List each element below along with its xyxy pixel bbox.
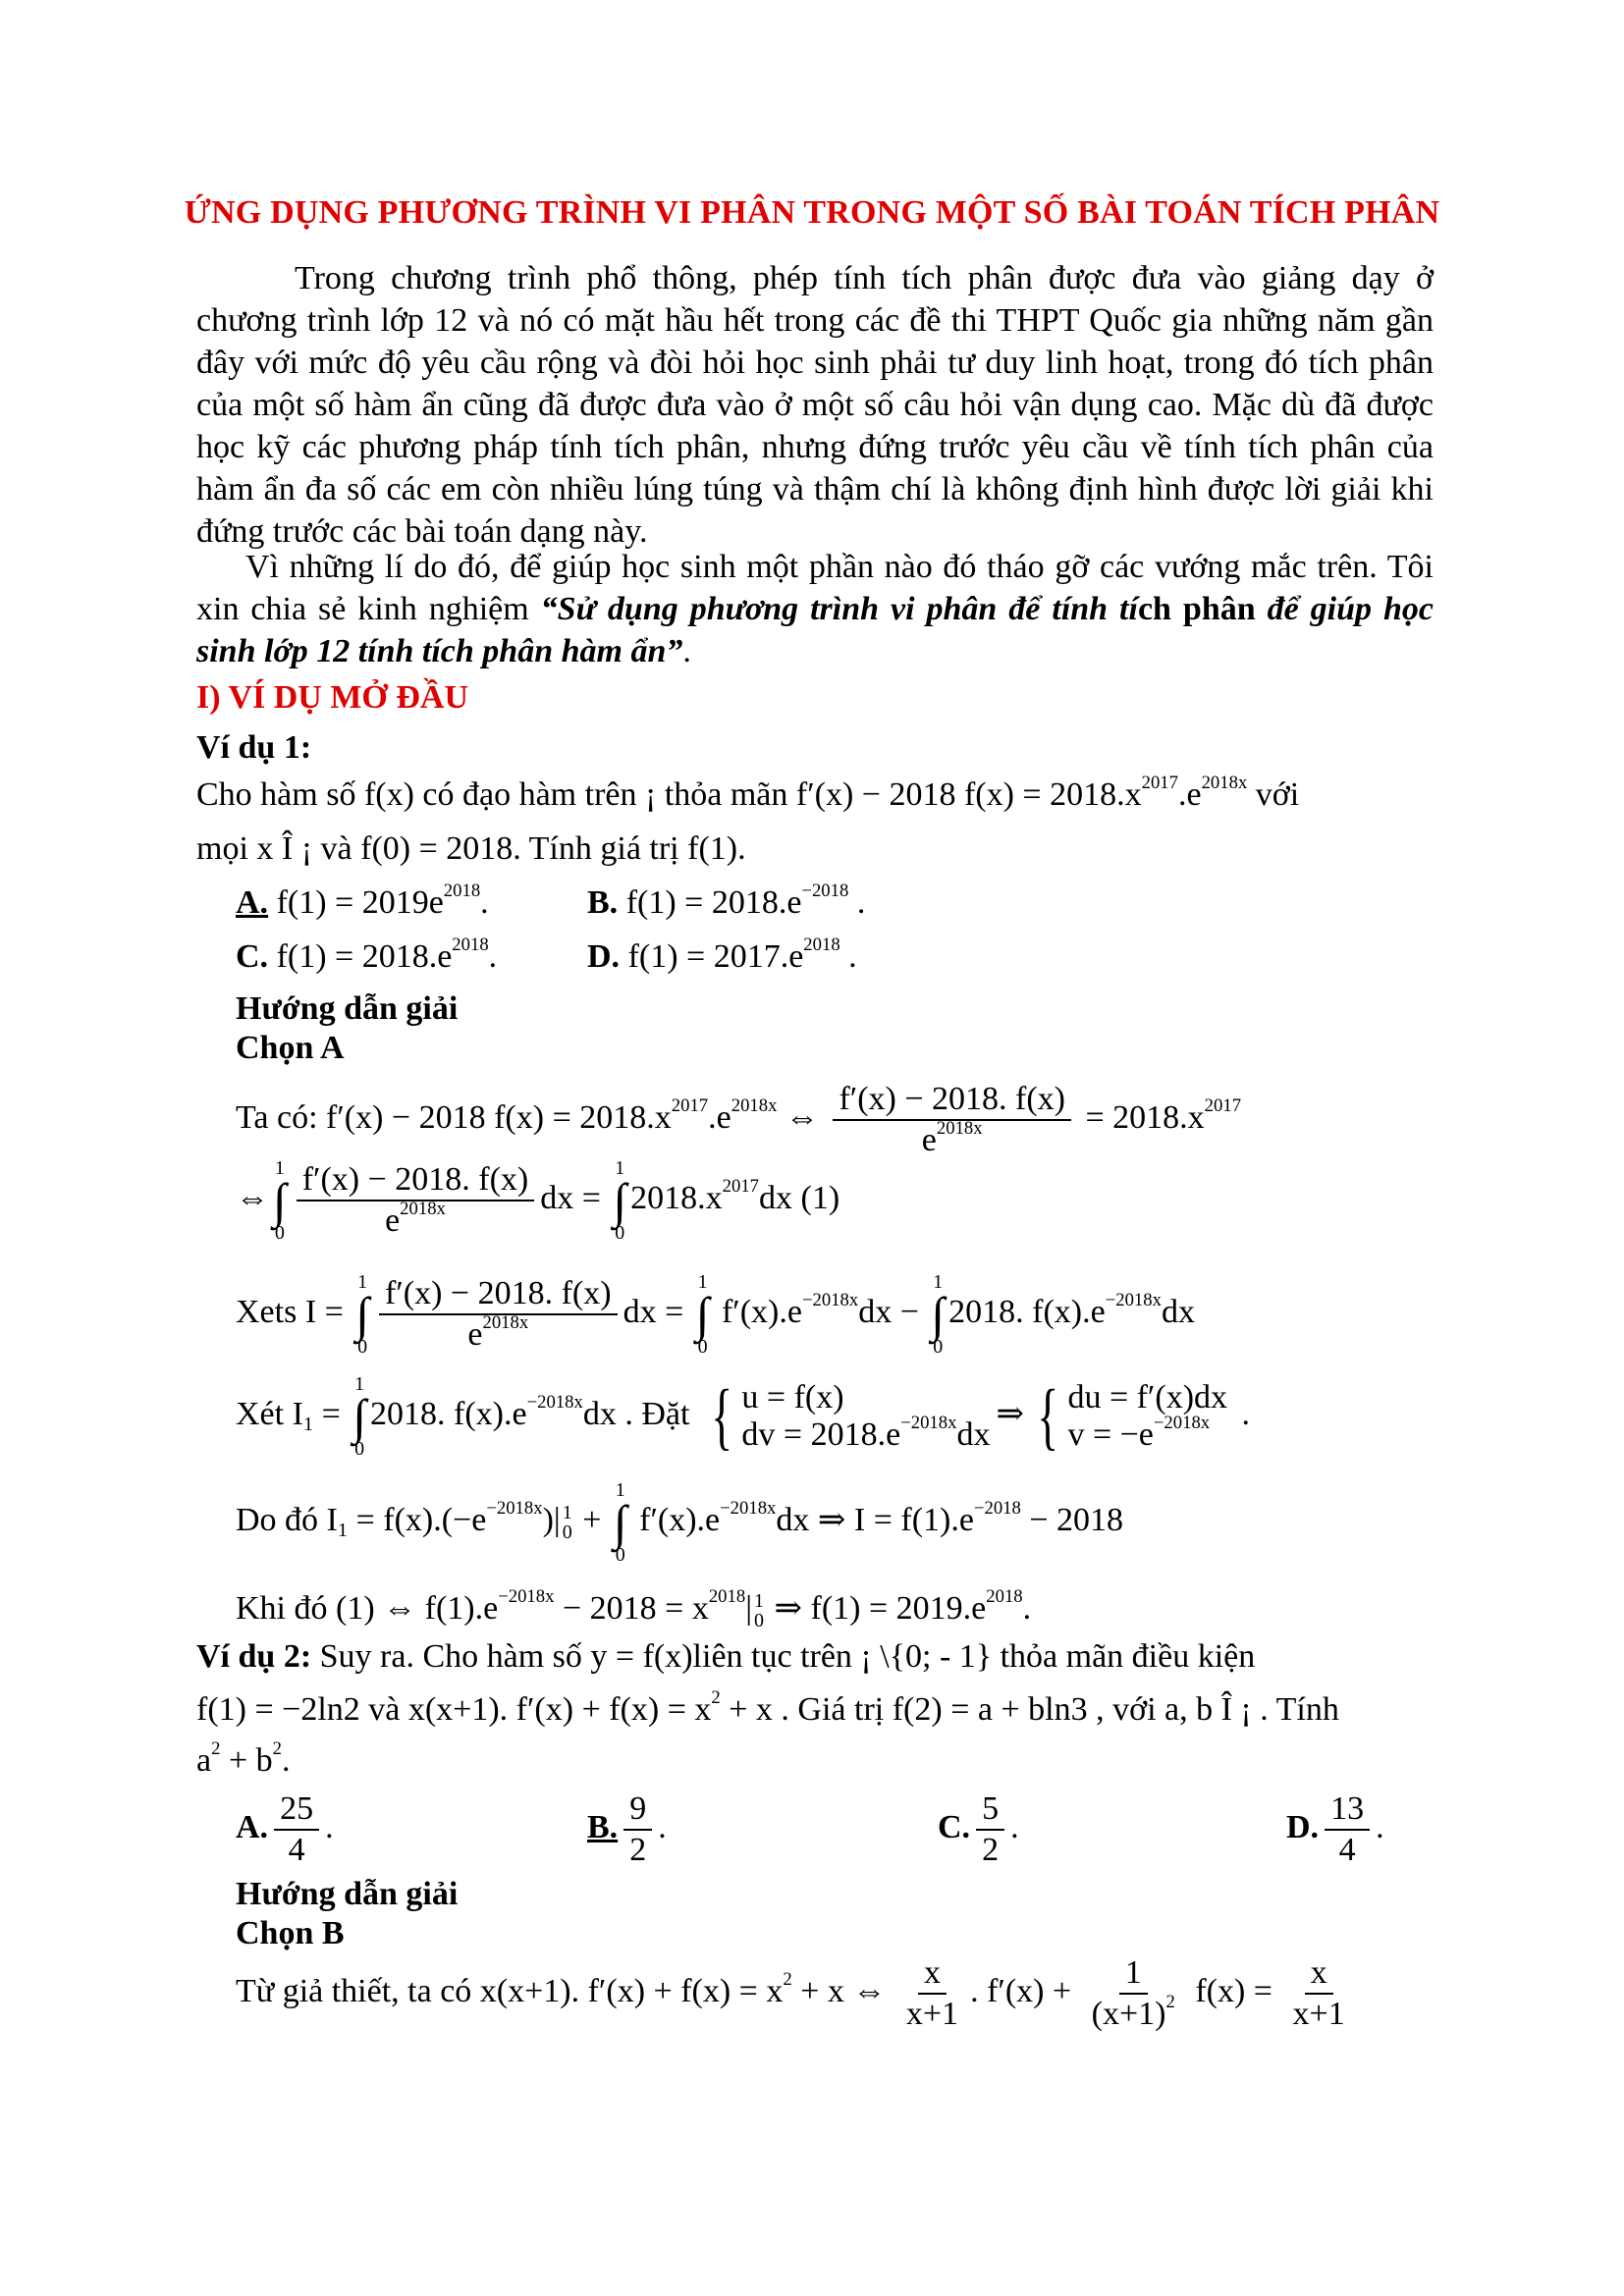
ex1-s6-exp-b: 2018 xyxy=(708,1586,746,1608)
ex1-option-a-label: A. xyxy=(236,884,269,921)
ex1-option-a-exp: 2018 xyxy=(443,881,481,902)
ex1-s4-end: . xyxy=(1233,1395,1251,1432)
ex1-s1-denominator xyxy=(916,1118,989,1160)
ex1-s2-numerator: f′(x) − 2018. f(x) xyxy=(297,1160,535,1201)
ex1-s4-system-1: { u = f(x) dv = $2018.e^{-2018x}dx$ xyxy=(711,1375,991,1458)
ex1-s6-exp-a: −2018x xyxy=(498,1586,555,1608)
ex2-q2-exp: 2 xyxy=(711,1687,721,1709)
ex2-option-c-den: 2 xyxy=(982,1832,1000,1869)
ex1-q1-exp2: 2018x xyxy=(1201,773,1248,794)
ex1-solution-step-3 xyxy=(236,1272,1195,1357)
example-2-question-line-3 xyxy=(196,1738,291,1781)
integral-lower-limit: 0 xyxy=(933,1336,944,1358)
ex1-s5-d: + xyxy=(573,1501,610,1538)
ex1-s3-den-exp: 2018x xyxy=(482,1312,529,1334)
ex1-s3-numerator: f′(x) − 2018. f(x) xyxy=(379,1274,618,1315)
ex1-q1-mid: .e xyxy=(1177,776,1202,813)
example-2-label: Ví dụ 2: xyxy=(196,1638,312,1675)
ex1-option-b-label: B. xyxy=(587,884,619,921)
ex1-option-d-text: f(1) = 2017.e xyxy=(620,938,804,975)
ex2-option-d xyxy=(1286,1789,1384,1870)
ex1-option-a: A. $f(1) = 2019e^{2018}$. xyxy=(236,881,489,921)
ex1-s2-den-exp: 2018x xyxy=(400,1199,446,1220)
ex1-s4-c: 2018. f(x).e xyxy=(370,1395,527,1432)
ex1-s4-d: dx . Đặt xyxy=(582,1395,698,1432)
ex1-s1-a: Ta có: f′(x) − 2018 f(x) = 2018.x xyxy=(236,1098,672,1136)
ex2-option-c-num: 5 xyxy=(976,1789,1004,1831)
integral-upper-limit: 1 xyxy=(274,1157,285,1179)
ex1-s5-c: )| xyxy=(542,1501,561,1538)
ex1-s4-a: Xét I xyxy=(236,1395,303,1432)
ex2-option-a-den: 4 xyxy=(288,1832,305,1869)
integral-sign: 1 ∫ 0 xyxy=(695,1271,710,1358)
ex1-q1-end: với xyxy=(1247,776,1300,813)
ex2-s1-den-2 xyxy=(1086,1992,1181,2034)
ex2-s1-c: . f′(x) + xyxy=(970,1972,1080,2009)
ex1-s4-row-2-a: dv = 2018.e xyxy=(741,1416,901,1453)
ex2-option-d-num: 13 xyxy=(1325,1789,1370,1831)
ex2-option-a-fraction xyxy=(274,1789,319,1870)
example-1-question-line-2: mọi x Î ¡ và f(0) = 2018. Tính giá trị f(1). xyxy=(196,830,746,867)
integral-sign: 1 ∫ 0 xyxy=(613,1479,627,1566)
ex2-s1-b: + x ⇔ xyxy=(791,1972,894,2009)
ex1-s3-d: dx − xyxy=(858,1293,928,1330)
ex1-s1-exp-c: 2017 xyxy=(1204,1095,1242,1116)
ex1-s1-exp-b: 2018x xyxy=(731,1095,778,1116)
ex1-s2-den-base: e xyxy=(385,1202,401,1239)
ex1-s6-d: ⇒ f(1) = 2019.e xyxy=(766,1590,987,1627)
ex2-q3-exp-b: 2 xyxy=(272,1738,282,1760)
ex1-s5-exp-b: −2018x xyxy=(720,1497,777,1519)
ex1-s1-den-base: e xyxy=(921,1122,937,1158)
ex1-s3-f: dx xyxy=(1161,1293,1195,1330)
ex2-option-c-fraction xyxy=(976,1789,1004,1870)
ex1-answer-choice: Chọn A xyxy=(236,1030,345,1066)
ex2-option-b-fraction xyxy=(623,1789,652,1870)
ex2-option-a xyxy=(236,1789,334,1870)
ex2-s1-den-2-base: (x+1) xyxy=(1091,1996,1166,2032)
ex1-s4-row-2-b: dx xyxy=(956,1416,991,1453)
ex1-s2-c: 2018.x xyxy=(630,1179,723,1216)
integral-lower-limit: 0 xyxy=(274,1222,285,1244)
ex1-s1-den-exp: 2018x xyxy=(936,1118,983,1140)
ex1-guide-heading: Hướng dẫn giải xyxy=(236,990,459,1027)
ex2-option-d-label: D. xyxy=(1286,1809,1320,1845)
example-1-label: Ví dụ 1: xyxy=(196,729,312,766)
ex1-s3-b: dx = xyxy=(623,1293,692,1330)
ex1-s4-row-2-exp: −2018x xyxy=(900,1413,957,1434)
ex1-s1-exp-a: 2017 xyxy=(671,1095,709,1116)
ex2-option-d-fraction xyxy=(1325,1789,1370,1870)
ex1-s1-fraction xyxy=(833,1080,1071,1160)
evaluation-limits xyxy=(754,1591,764,1630)
ex1-s4-row-4 xyxy=(1067,1413,1227,1454)
eval-upper-limit: 1 xyxy=(754,1590,765,1613)
ex1-s3-exp-a: −2018x xyxy=(801,1289,859,1310)
integral-lower-limit: 0 xyxy=(354,1438,365,1460)
ex1-s4-row-3: du = f′(x)dx xyxy=(1067,1379,1228,1415)
ex2-option-a-label: A. xyxy=(236,1809,269,1845)
ex1-s3-denominator xyxy=(461,1312,534,1355)
ex1-option-c-label: C. xyxy=(236,938,269,975)
example-1-question-line-1 xyxy=(196,775,1299,815)
ex1-s3-a: Xets I = xyxy=(236,1293,352,1330)
ex1-s1-d: = 2018.x xyxy=(1076,1098,1205,1136)
integral-upper-limit: 1 xyxy=(933,1271,944,1293)
ex1-s6-b: − 2018 = x xyxy=(554,1590,709,1627)
ex1-solution-step-2 xyxy=(236,1158,839,1243)
ex1-s6-end: . xyxy=(1022,1590,1032,1627)
ex1-s4-arrow: ⇒ xyxy=(996,1395,1024,1432)
integral-upper-limit: 1 xyxy=(354,1373,365,1395)
integral-lower-limit: 0 xyxy=(615,1544,625,1566)
ex2-s1-fraction-2 xyxy=(1086,1953,1181,2034)
ex2-q2-b: + x . Giá trị f(2) = a + bln3 , với a, b Î ¡ . Tính xyxy=(720,1691,1339,1728)
example-2-question-line-1 xyxy=(196,1637,1255,1677)
ex1-option-d-exp: 2018 xyxy=(803,934,840,956)
ex1-s5-subscript: 1 xyxy=(337,1519,349,1541)
ex2-option-b-num: 9 xyxy=(623,1789,652,1831)
intro-p2-quote-c: để giúp học sinh lớp 12 tính tích phân hàm ẩn” xyxy=(196,591,1435,669)
ex2-s1-den-3: x+1 xyxy=(1292,1996,1345,2032)
ex1-s3-den-base: e xyxy=(467,1316,483,1353)
ex1-s4-row-2 xyxy=(741,1413,991,1454)
intro-p2-quote-a: “Sử dụng phương trình vi phân để tính tí xyxy=(540,591,1138,627)
ex2-option-d-dot: . xyxy=(1376,1809,1384,1845)
ex2-option-b-den: 2 xyxy=(629,1832,647,1869)
ex1-s3-fraction xyxy=(379,1274,618,1355)
integral-sign: 1 ∫ 0 xyxy=(352,1373,367,1460)
ex2-s1-num-2: 1 xyxy=(1119,1953,1148,1995)
ex1-q1-exp1: 2017 xyxy=(1141,773,1178,794)
ex2-q2-text: f(1) = −2ln2 và x(x+1). f′(x) + f(x) = x xyxy=(196,1691,712,1728)
ex1-solution-step-5 xyxy=(236,1480,1123,1565)
ex1-s4-subscript: 1 xyxy=(302,1413,314,1435)
ex1-solution-step-4 xyxy=(236,1374,1250,1459)
evaluation-limits xyxy=(563,1503,572,1542)
intro-paragraph-2 xyxy=(196,546,1434,672)
ex1-s6-a: Khi đó (1) ⇔ f(1).e xyxy=(236,1590,499,1627)
integral-sign: 1 ∫ 0 xyxy=(355,1271,370,1358)
ex2-option-b-dot: . xyxy=(658,1809,667,1845)
ex2-option-a-dot: . xyxy=(325,1809,334,1845)
ex2-s1-fraction-3 xyxy=(1286,1953,1350,2034)
ex2-solution-step-1 xyxy=(236,1953,1357,2034)
ex1-s1-c: ⇔ xyxy=(777,1098,828,1136)
intro-p2-end: . xyxy=(682,633,691,669)
integral-upper-limit: 1 xyxy=(357,1271,368,1293)
ex2-option-c-label: C. xyxy=(938,1809,971,1845)
ex1-option-b: B. $f(1) = 2018.e^{-2018}$ . xyxy=(587,881,866,921)
ex1-s2-denominator xyxy=(379,1201,452,1241)
eval-lower-limit: 0 xyxy=(562,1522,572,1543)
ex1-s4-row-4-exp: −2018x xyxy=(1153,1413,1211,1434)
ex1-s6-exp-c: 2018 xyxy=(986,1586,1023,1608)
integral-lower-limit: 0 xyxy=(615,1222,625,1244)
ex1-s5-b: = f(x).(−e xyxy=(348,1501,487,1538)
ex1-s1-numerator: f′(x) − 2018. f(x) xyxy=(833,1080,1071,1121)
eval-lower-limit: 0 xyxy=(754,1610,765,1632)
ex1-option-d: D. $f(1) = 2017.e^{2018}$ . xyxy=(587,934,857,975)
ex1-s4-b: = xyxy=(313,1395,350,1432)
ex1-s3-c: f′(x).e xyxy=(713,1293,802,1330)
ex2-q3-c: . xyxy=(281,1742,291,1779)
ex1-s5-g: − 2018 xyxy=(1020,1501,1124,1538)
ex2-guide-heading: Hướng dẫn giải xyxy=(236,1876,459,1912)
ex1-s5-f: dx ⇒ I = f(1).e xyxy=(776,1501,974,1538)
eval-upper-limit: 1 xyxy=(562,1502,572,1523)
ex1-solution-step-1 xyxy=(236,1080,1241,1160)
ex1-s4-exp-a: −2018x xyxy=(526,1391,583,1413)
ex1-option-c-exp: 2018 xyxy=(452,934,489,956)
ex1-s2-b: dx = xyxy=(540,1179,610,1216)
ex1-s2-fraction xyxy=(297,1160,535,1241)
integral-upper-limit: 1 xyxy=(615,1479,625,1501)
ex2-option-b xyxy=(587,1789,667,1870)
ex1-option-b-exp: −2018 xyxy=(801,881,849,902)
integral-upper-limit: 1 xyxy=(615,1157,625,1179)
ex1-s5-e: f′(x).e xyxy=(630,1501,721,1538)
ex2-s1-num-1: x xyxy=(918,1953,947,1995)
ex1-s5-a: Do đó I xyxy=(236,1501,338,1538)
ex2-s1-num-3: x xyxy=(1305,1953,1333,1995)
ex1-option-c-text: f(1) = 2018.e xyxy=(268,938,453,975)
ex1-s4-system-2: { du = f′(x)dx $v = -e^{-2018x}$ xyxy=(1037,1375,1228,1458)
integral-upper-limit: 1 xyxy=(697,1271,708,1293)
ex1-s4-row-4-a: v = −e xyxy=(1067,1416,1154,1453)
ex2-option-a-num: 25 xyxy=(274,1789,319,1831)
ex2-s1-a: Từ giả thiết, ta có x(x+1). f′(x) + f(x) = x xyxy=(236,1972,784,2009)
integral-sign: 1 ∫ 0 xyxy=(931,1271,946,1358)
ex2-s1-den-2-exp: 2 xyxy=(1165,1992,1175,2013)
integral-sign: 1 ∫ 0 xyxy=(273,1157,287,1244)
ex2-q3-exp-a: 2 xyxy=(211,1738,221,1760)
ex1-option-d-label: D. xyxy=(587,938,621,975)
ex1-s2-a: ⇔ xyxy=(236,1179,269,1216)
ex2-s1-d: f(x) = xyxy=(1186,1972,1281,2009)
section-heading: I) VÍ DỤ MỞ ĐẦU xyxy=(196,679,469,716)
ex1-option-c: C. $f(1) = 2018.e^{2018}$. xyxy=(236,934,498,975)
integral-sign: 1 ∫ 0 xyxy=(613,1157,627,1244)
integral-lower-limit: 0 xyxy=(357,1336,368,1358)
ex1-s3-e: 2018. f(x).e xyxy=(948,1293,1106,1330)
ex2-option-c xyxy=(938,1789,1019,1870)
intro-p2-start: Vì những lí do đó, để giúp học sinh một phần nào đó tháo gỡ các vướng mắc trên. Tôi xin chia sẻ kinh nghiệm xyxy=(196,549,1434,627)
ex1-s5-exp-a: −2018x xyxy=(486,1497,543,1519)
ex1-solution-step-6 xyxy=(236,1584,1031,1633)
ex1-s2-exp: 2017 xyxy=(722,1175,760,1197)
ex2-option-b-label: B. xyxy=(587,1809,619,1845)
ex2-s1-den-1: x+1 xyxy=(905,1996,959,2032)
ex2-answer-choice: Chọn B xyxy=(236,1915,345,1951)
ex2-option-d-den: 4 xyxy=(1338,1832,1356,1869)
ex1-s1-b: .e xyxy=(708,1098,731,1136)
ex1-s2-d: dx (1) xyxy=(759,1179,840,1216)
ex1-s6-c: | xyxy=(745,1590,753,1627)
intro-p2-quote-b: ch phân xyxy=(1137,591,1268,627)
ex2-q1-text: Suy ra. Cho hàm số y = f(x)liên tục trên ¡ \{0; - 1} thỏa mãn điều kiện xyxy=(311,1638,1256,1675)
ex2-q3-a: a xyxy=(196,1742,212,1779)
ex2-q3-b: + b xyxy=(220,1742,273,1779)
ex1-option-b-text: f(1) = 2018.e xyxy=(618,884,802,921)
ex1-s5-exp-c: −2018 xyxy=(973,1497,1021,1519)
ex2-s1-fraction-1 xyxy=(900,1953,964,2034)
ex2-s1-exp-a: 2 xyxy=(783,1968,792,1990)
ex1-option-a-text: f(1) = 2019e xyxy=(268,884,444,921)
ex1-s3-exp-b: −2018x xyxy=(1105,1289,1162,1310)
intro-paragraph-1: Trong chương trình phổ thông, phép tính tích phân được đưa vào giảng dạy ở chương trình lớp 12 và nó có mặt hầu hết trong các đề thi THPT Quốc gia những năm gần đây với mức độ yêu cầu rộng và đòi hỏi học sinh phải tư duy linh hoạt, trong đó tích phân của một số hàm ẩn cũng đã được đưa vào ở một số câu hỏi vận dụng cao. Mặc dù đã được học kỹ các phương pháp tính tích phân, nhưng đứng trước yêu cầu về tính tích phân của hàm ẩn đa số các em còn nhiều lúng túng và thậm chí là không định hình được lời giải khi đứng trước các bài toán dạng này. xyxy=(196,260,1434,550)
ex1-q1-text: Cho hàm số f(x) có đạo hàm trên ¡ thỏa mãn f′(x) − 2018 f(x) = 2018.x xyxy=(196,776,1142,813)
example-2-question-line-2 xyxy=(196,1687,1339,1730)
ex1-s4-row-1: u = f(x) xyxy=(741,1379,844,1415)
document-title: ỨNG DỤNG PHƯƠNG TRÌNH VI PHÂN TRONG MỘT SỐ BÀI TOÁN TÍCH PHÂN xyxy=(184,194,1440,231)
integral-lower-limit: 0 xyxy=(697,1336,708,1358)
ex2-option-c-dot: . xyxy=(1010,1809,1019,1845)
